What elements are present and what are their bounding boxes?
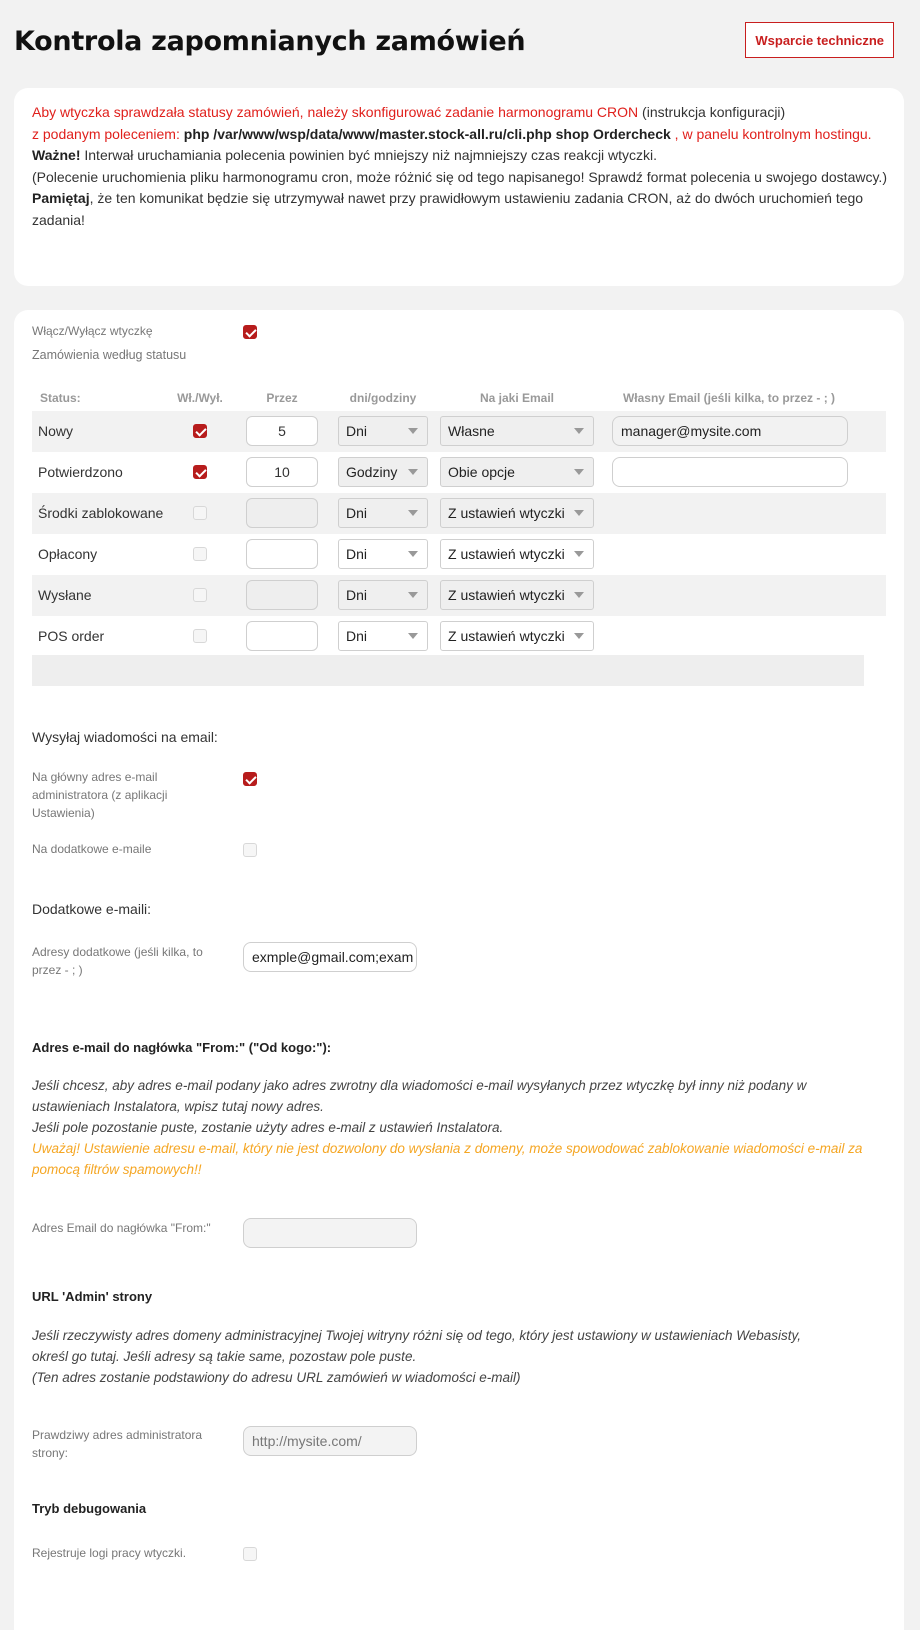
row-enable-checkbox[interactable] [193, 547, 207, 561]
from-description [32, 1075, 872, 1180]
chevron-down-icon [574, 428, 584, 434]
unit-value: Godziny [346, 464, 398, 480]
extra-emails-label: Adresy dodatkowe (jeśli kilka, to przez - ; ) [32, 945, 203, 977]
delay-input[interactable] [246, 498, 318, 528]
send-main-checkbox[interactable] [243, 772, 257, 786]
email-mode-value: Własne [448, 423, 495, 439]
status-name: Wysłane [38, 587, 92, 603]
email-mode-select[interactable] [440, 498, 594, 528]
email-mode-select[interactable] [440, 621, 594, 651]
table-row [32, 452, 886, 493]
email-mode-value: Z ustawień wtyczki [448, 587, 565, 603]
table-row [32, 616, 886, 657]
from-label: Adres Email do nagłówka "From:" [32, 1221, 211, 1235]
row-enable-checkbox[interactable] [193, 424, 207, 438]
admin-para3: (Ten adres zostanie podstawiony do adresu URL zamówień w wiadomości e-mail) [32, 1370, 521, 1385]
remember-label: Pamiętaj [32, 190, 90, 206]
th-unit: dni/godziny [349, 391, 417, 405]
admin-para1: Jeśli rzeczywisty adres domeny administracyjnej Twojej witryny różni się od tego, który jest ustawiony w ustawieniach Webasisty, [32, 1328, 802, 1343]
page-title: Kontrola zapomnianych zamówień [14, 26, 526, 57]
chevron-down-icon [408, 510, 418, 516]
unit-select[interactable] [338, 621, 428, 651]
chevron-down-icon [574, 510, 584, 516]
admin-url-heading: URL 'Admin' strony [32, 1289, 153, 1304]
page-header [0, 0, 920, 88]
by-status-label: Zamówienia według statusu [32, 348, 187, 362]
chevron-down-icon [408, 428, 418, 434]
remember-text: , że ten komunikat będzie się utrzymywał nawet przy prawidłowym ustawieniu zadania CRON, aż do dwóch uruchomień tego zadania! [32, 190, 864, 228]
email-mode-value: Z ustawień wtyczki [448, 628, 565, 644]
table-row [32, 575, 886, 616]
notice-line1: Aby wtyczka sprawdzała statusy zamówień, należy skonfigurować zadanie harmonogramu CRON [32, 104, 643, 120]
custom-email-input[interactable]: manager@mysite.com [612, 416, 848, 446]
extra-emails-heading: Dodatkowe e-maili: [32, 901, 152, 917]
plugin-toggle-label: Włącz/Wyłącz wtyczkę [32, 324, 153, 338]
email-mode-select[interactable] [440, 580, 594, 610]
table-footer [32, 655, 864, 686]
from-email-input[interactable] [243, 1218, 417, 1248]
status-name: Opłacony [38, 546, 98, 562]
email-mode-select[interactable] [440, 416, 594, 446]
row-enable-checkbox[interactable] [193, 629, 207, 643]
notice-line2-end: , w panelu kontrolnym hostingu. [670, 125, 872, 142]
send-heading: Wysyłaj wiadomości na email: [32, 729, 218, 745]
row-enable-checkbox[interactable] [193, 588, 207, 602]
admin-url-placeholder: http://mysite.com/ [252, 1433, 362, 1449]
from-para1: Jeśli chcesz, aby adres e-mail podany jako adres zwrotny dla wiadomości e-mail wysyłanych przez wtyczkę był inny niż podany w ustawieniach Instalatora, wpisz tutaj nowy adres. [32, 1078, 807, 1114]
email-mode-select[interactable] [440, 539, 594, 569]
extra-emails-input[interactable]: exmple@gmail.com;exam [243, 942, 417, 972]
delay-input[interactable] [246, 621, 318, 651]
th-through: Przez [266, 391, 298, 405]
instruction-link[interactable]: (instrukcja konfiguracji) [642, 104, 786, 120]
admin-para2: określ go tutaj. Jeśli adresy są takie same, pozostaw pole puste. [32, 1349, 417, 1364]
unit-value: Dni [346, 546, 368, 562]
chevron-down-icon [408, 633, 418, 639]
row-enable-checkbox[interactable] [193, 506, 207, 520]
email-mode-select[interactable] [440, 457, 594, 487]
from-para2: Jeśli pole pozostanie puste, zostanie użyty adres e-mail z ustawień Instalatora. [32, 1120, 504, 1135]
unit-select[interactable] [338, 416, 428, 446]
table-row [32, 411, 886, 452]
important-label: Ważne! [32, 147, 81, 163]
admin-url-label: Prawdziwy adres administratora strony: [32, 1428, 203, 1460]
delay-input[interactable] [246, 580, 318, 610]
unit-select[interactable] [338, 539, 428, 569]
important-text: Interwał uruchamiania polecenia powinien być mniejszy niż najmniejszy czas reakcji wtyczki. [80, 147, 658, 163]
unit-value: Dni [346, 587, 368, 603]
th-status: Status: [40, 391, 81, 405]
th-enabled: Wł./Wył. [177, 391, 223, 405]
email-mode-value: Z ustawień wtyczki [448, 546, 565, 562]
plugin-toggle-checkbox[interactable] [243, 325, 257, 339]
notice-line2: z podanym poleceniem: [32, 125, 184, 142]
debug-checkbox[interactable] [243, 1547, 257, 1561]
cron-command: php /var/www/wsp/data/www/master.stock-all.ru/cli.php shop Ordercheck [183, 125, 671, 142]
chevron-down-icon [408, 469, 418, 475]
from-heading: Adres e-mail do nagłówka "From:" ("Od kogo:"): [32, 1040, 332, 1055]
chevron-down-icon [574, 551, 584, 557]
status-name: POS order [38, 628, 105, 644]
unit-value: Dni [346, 628, 368, 644]
admin-url-description [32, 1325, 872, 1388]
chevron-down-icon [574, 469, 584, 475]
delay-input[interactable]: 5 [246, 416, 318, 446]
th-custom-email: Własny Email (jeśli kilka, to przez - ; ) [622, 391, 836, 405]
from-warning: Uważaj! Ustawienie adresu e-mail, który nie jest dozwolony do wysłania z domeny, może spowodować zablokowanie wiadomości e-mail za pomocą filtrów spamowych!! [32, 1141, 863, 1177]
send-extra-label: Na dodatkowe e-maile [32, 842, 152, 856]
unit-value: Dni [346, 505, 368, 521]
unit-select[interactable] [338, 457, 428, 487]
chevron-down-icon [574, 633, 584, 639]
email-mode-value: Obie opcje [448, 464, 515, 480]
debug-label: Rejestruje logi pracy wtyczki. [32, 1546, 187, 1560]
cron-notice [14, 88, 904, 286]
notice-note: (Polecenie uruchomienia pliku harmonogramu cron, może różnić się od tego napisanego! Sprawdź format polecenia u swojego dostawcy.) [32, 168, 887, 185]
row-enable-checkbox[interactable] [193, 465, 207, 479]
debug-heading: Tryb debugowania [32, 1501, 147, 1516]
support-button[interactable]: Wsparcie techniczne [745, 22, 894, 58]
table-row [32, 493, 886, 534]
send-extra-checkbox[interactable] [243, 843, 257, 857]
unit-select[interactable] [338, 498, 428, 528]
unit-select[interactable] [338, 580, 428, 610]
table-row [32, 534, 886, 575]
notice-text [32, 102, 890, 231]
chevron-down-icon [408, 592, 418, 598]
status-name: Środki zablokowane [38, 505, 164, 521]
chevron-down-icon [574, 592, 584, 598]
th-email-mode: Na jaki Email [479, 391, 555, 405]
delay-input[interactable]: 10 [246, 457, 318, 487]
custom-email-input[interactable] [612, 457, 848, 487]
status-name: Nowy [38, 423, 74, 439]
send-main-label: Na główny adres e-mail administratora (z aplikacji Ustawienia) [32, 770, 168, 820]
delay-input[interactable] [246, 539, 318, 569]
admin-url-input[interactable] [243, 1426, 417, 1456]
email-mode-value: Z ustawień wtyczki [448, 505, 565, 521]
chevron-down-icon [408, 551, 418, 557]
unit-value: Dni [346, 423, 368, 439]
status-name: Potwierdzono [38, 464, 123, 480]
